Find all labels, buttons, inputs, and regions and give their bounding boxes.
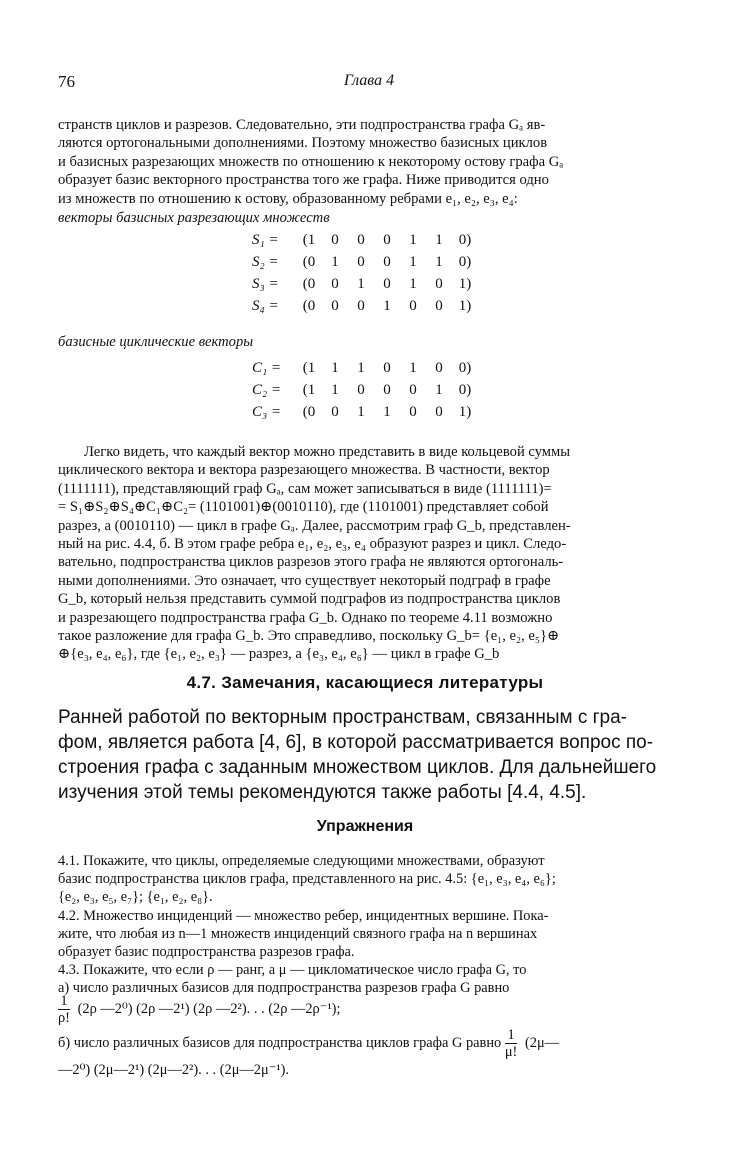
vector-row: S₂ = (0 1 0 0 1 1 0) xyxy=(252,254,472,270)
text-line: образует базис векторного пространства того же графа. Ниже приводится одно xyxy=(58,172,549,189)
exercise-line: образует базис подпространства разрезов графа. xyxy=(58,944,355,961)
exercise-line: 4.1. Покажите, что циклы, определяемые следующими множествами, образуют xyxy=(58,853,545,869)
text-line: (1111111), представляющий граф Gₐ, сам может записываться в виде (1111111)= xyxy=(58,480,552,497)
text-line: строения графа с заданным множеством циклов. Для дальнейшего xyxy=(58,757,657,778)
exercise-line: а) число различных базисов для подпространства разрезов графа G равно xyxy=(58,980,510,997)
text-line: Легко видеть, что каждый вектор можно представить в виде кольцевой суммы xyxy=(84,444,571,460)
text-line: фом, является работа [4, 6], в которой рассматривается вопрос по- xyxy=(58,732,654,753)
paragraph-intro xyxy=(58,116,680,208)
exercise-line: {e₂, e₃, e₅, e₇}; {e₁, e₂, e₈}. xyxy=(58,889,213,906)
text-line: вательно, подпространства циклов разрезов этого графа не являются ортогональ- xyxy=(58,554,564,571)
running-title: Глава 4 xyxy=(343,72,395,89)
vector-row: S₄ = (0 0 0 1 0 0 1) xyxy=(252,298,472,314)
fraction: $\frac{1}{\rho!}$ xyxy=(58,993,70,1026)
exercises-heading: Упражнения xyxy=(316,818,414,835)
text-line: G_b, который нельзя представить суммой подграфов из подпространства циклов xyxy=(58,591,561,608)
text-line: и базисных разрезающих множеств по отношению к некоторому остову графа Gₐ xyxy=(58,153,564,170)
formula-body: (2ρ —2⁰) (2ρ —2¹) (2ρ —2²). . . (2ρ —2ρ⁻¹); xyxy=(77,1000,341,1017)
text-line: Ранней работой по векторным пространствам, связанным с гра- xyxy=(58,707,628,728)
text-line: странств циклов и разрезов. Следовательно, эти подпространства графа Gₐ яв- xyxy=(58,117,546,133)
page-header xyxy=(58,72,680,94)
formula-tail: (2μ— xyxy=(524,1034,560,1051)
vector-row: C₂ = (1 1 0 0 0 1 0) xyxy=(252,382,472,398)
cycle-vectors-label: базисные циклические векторы xyxy=(58,334,254,350)
vector-row: S₁ = (1 0 0 0 1 1 0) xyxy=(252,232,472,248)
vector-row: S₃ = (0 0 1 0 1 0 1) xyxy=(252,276,472,292)
text-line: из множеств по отношению к остову, образованному ребрами e₁, e₂, e₃, e₄: xyxy=(58,190,518,207)
cycle-vector-table xyxy=(252,360,478,426)
section-paragraph xyxy=(58,705,680,805)
section-heading: 4.7. Замечания, касающиеся литературы xyxy=(186,673,544,692)
cutset-vector-table xyxy=(252,232,478,320)
formula-cycle-bases xyxy=(58,1027,559,1060)
exercises-list xyxy=(58,852,680,998)
exercise-line: жите, что любая из n—1 множеств инциденций связного графа на n вершинах xyxy=(58,925,538,942)
exercise-line: базис подпространства циклов графа, представленного на рис. 4.5: {e₁, e₃, e₄, e₆}; xyxy=(58,871,556,888)
text-line: циклического вектора и вектора разрезающего множества. В частности, вектор xyxy=(58,462,550,479)
formula-prefix: б) число различных базисов для подпространства циклов графа G равно xyxy=(58,1034,502,1051)
text-line: такое разложение для графа G_b. Это справедливо, поскольку G_b= {e₁, e₂, e₅}⊕ xyxy=(58,628,560,645)
text-line: = S₁⊕S₂⊕S₄⊕C₁⊕C₂= (1101001)⊕(0010110), где (1101001) представляет собой xyxy=(58,499,549,516)
formula-cycle-bases-line2: —2⁰) (2μ—2¹) (2μ—2²). . . (2μ—2μ⁻¹). xyxy=(58,1062,290,1078)
vector-row: C₃ = (0 0 1 1 0 0 1) xyxy=(252,404,472,420)
vector-row: C₁ = (1 1 1 0 1 0 0) xyxy=(252,360,472,376)
paragraph-decomposition xyxy=(58,443,680,664)
exercise-line: 4.2. Множество инциденций — множество ребер, инцидентных вершине. Пока- xyxy=(58,907,549,924)
cutset-vectors-label: векторы базисных разрезающих множеств xyxy=(58,210,330,226)
text-line: разрез, а (0010110) — цикл в графе Gₐ. Далее, рассмотрим граф G_b, представлен- xyxy=(58,517,571,534)
fraction: $\frac{1}{\mu!}$ xyxy=(504,1027,518,1060)
text-line: ⊕{e₃, e₄, e₆}, где {e₁, e₂, e₃} — разрез, а {e₃, e₄, e₆} — цикл в графе G_b xyxy=(58,646,500,663)
text-line: ный на рис. 4.4, б. В этом графе ребра e₁, e₂, e₃, e₄ образуют разрез и цикл. Следо- xyxy=(58,536,567,553)
text-line: ляются ортогональными дополнениями. Поэтому множество базисных циклов xyxy=(58,135,548,152)
page-number: 76 xyxy=(58,72,75,91)
exercise-line: 4.3. Покажите, что если ρ — ранг, а μ — цикломатическое число графа G, то xyxy=(58,962,527,979)
text-line: ными дополнениями. Это означает, что существует некоторый подграф в графе xyxy=(58,572,551,589)
text-line: и разрезающего подпространства графа G_b. Однако по теореме 4.11 возможно xyxy=(58,609,553,626)
text-line: изучения этой темы рекомендуются также работы [4.4, 4.5]. xyxy=(58,782,587,803)
formula-cutset-bases xyxy=(58,993,340,1026)
